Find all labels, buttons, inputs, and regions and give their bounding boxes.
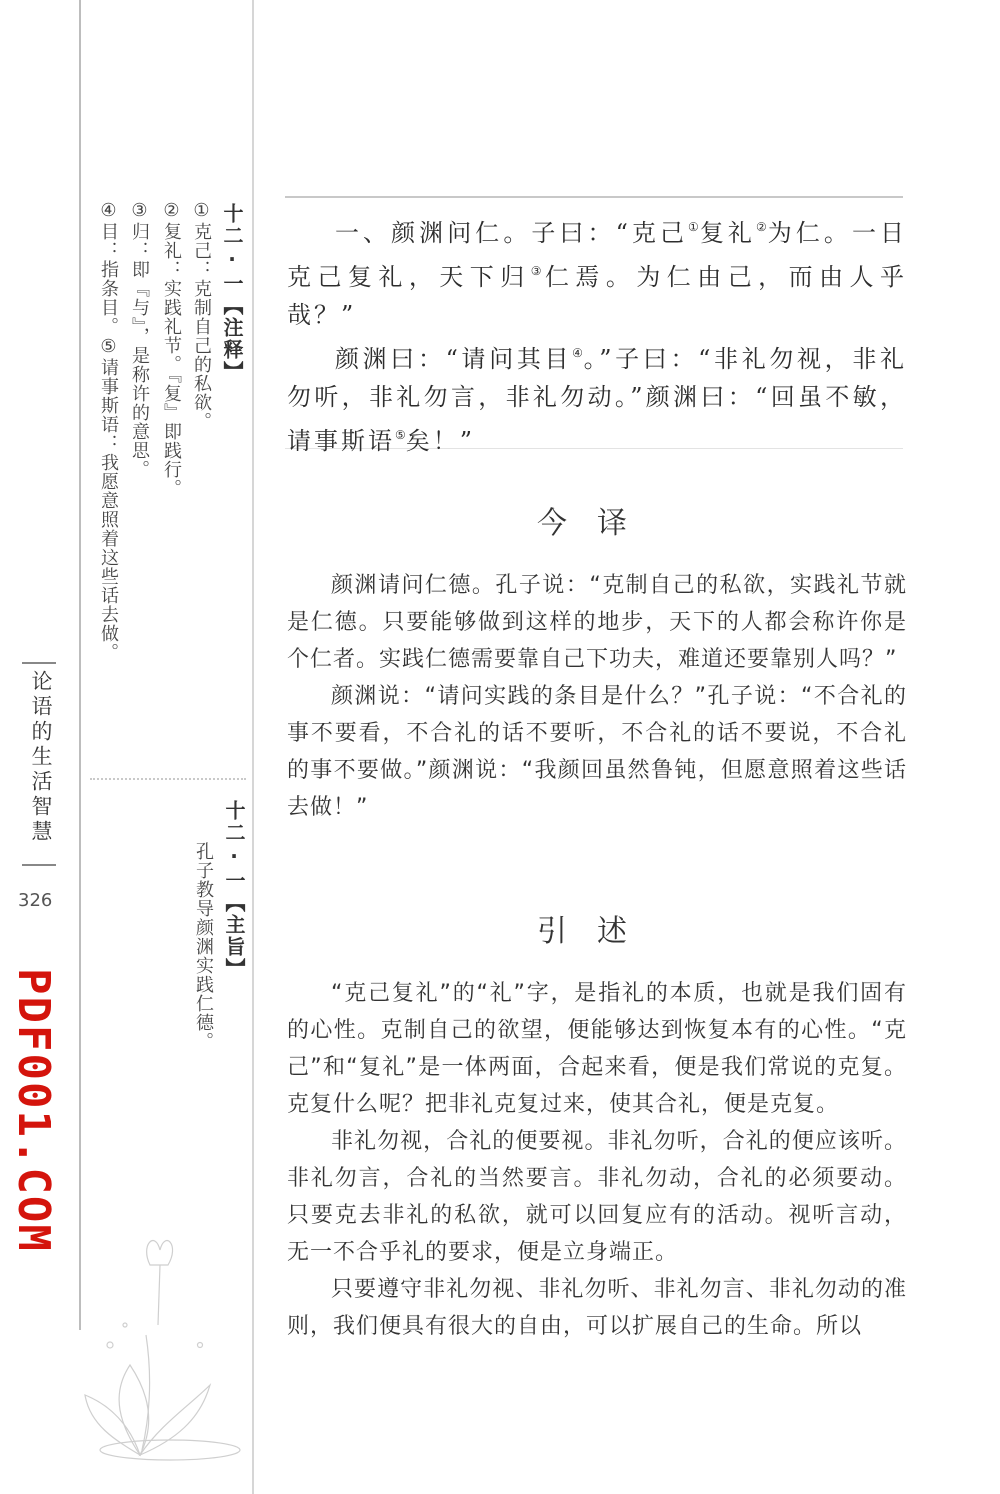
note-2: ②复礼：实践礼节。『复』即践行。 (161, 200, 182, 498)
notes-heading: 十二·一【注释】 (220, 203, 244, 383)
margin-divider (90, 778, 246, 780)
original-text (287, 208, 907, 460)
translation-text (287, 567, 907, 826)
translation-paragraph-2: 颜渊说：“请问实践的条目是什么？”孔子说：“不合礼的事不要看，不合礼的话不要听，不合礼的话不要说，不合礼的事不要做。”颜渊说：“我颜回虽然鲁钝，但愿意照着这些话去做！” (287, 684, 908, 820)
watermark-part2: .COM (8, 1138, 59, 1253)
note-3: ③归：即『与』，是称许的意思。 (129, 200, 150, 479)
left-margin-rule (79, 0, 81, 1330)
watermark-part1: PDF001 (8, 968, 59, 1139)
book-title-box (22, 662, 56, 866)
translation-paragraph-1: 颜渊请问仁德。孔子说：“克制自己的私欲，实践礼节就是仁德。只要能够做到这样的地步，天下的人都会称许你是个仁者。实践仁德需要靠自己下功夫，难道还要靠别人吗？” (287, 573, 907, 672)
page-number: 326 (18, 890, 53, 911)
commentary-title: 引述 (537, 914, 657, 949)
original-paragraph-2: 颜渊曰：“请问其目④。”子曰：“非礼勿视，非礼勿听，非礼勿言，非礼勿动。”颜渊曰：“回虽不敏，请事斯语⑤矣！” (287, 345, 907, 455)
theme-text: 孔子教导颜渊实践仁德。 (193, 842, 214, 1051)
original-paragraph-1: 一、颜渊问仁。子曰：“克己①复礼②为仁。一日克己复礼，天下归③仁焉。为仁由己，而由人乎哉？” (287, 219, 908, 329)
commentary-paragraph-2: 非礼勿视，合礼的便要视。非礼勿听，合礼的便应该听。非礼勿言，合礼的当然要言。非礼勿动，合礼的必须要动。只要克去非礼的私欲，就可以回复应有的活动。视听言动，无一不合乎礼的要求，便是立身端正。 (287, 1129, 907, 1265)
top-rule (285, 196, 903, 198)
right-margin-rule (252, 0, 254, 1494)
commentary-paragraph-3: 只要遵守非礼勿视、非礼勿听、非礼勿言、非礼勿动的准则，我们便具有很大的自由，可以扩展自己的生命。所以 (287, 1277, 907, 1339)
watermark-logo (8, 968, 59, 1253)
commentary-paragraph-1: “克己复礼”的“礼”字，是指礼的本质，也就是我们固有的心性。克制自己的欲望，便能够达到恢复本有的心性。“克己”和“复礼”是一体两面，合起来看，便是我们常说的克复。克复什么呢？把非礼克复过来，使其合礼，便是克复。 (287, 981, 907, 1117)
book-title: 论语的生活智慧 (29, 670, 53, 845)
note-1: ①克己：克制自己的私欲。 (191, 200, 212, 431)
translation-title: 今译 (537, 506, 657, 541)
lotus-illustration-icon (80, 1225, 250, 1465)
theme-heading: 十二·一【主旨】 (222, 800, 246, 980)
note-4: ④目：指条目。⑤请事斯语：我愿意照着这些话去做。 (98, 200, 119, 662)
commentary-text (287, 975, 907, 1345)
